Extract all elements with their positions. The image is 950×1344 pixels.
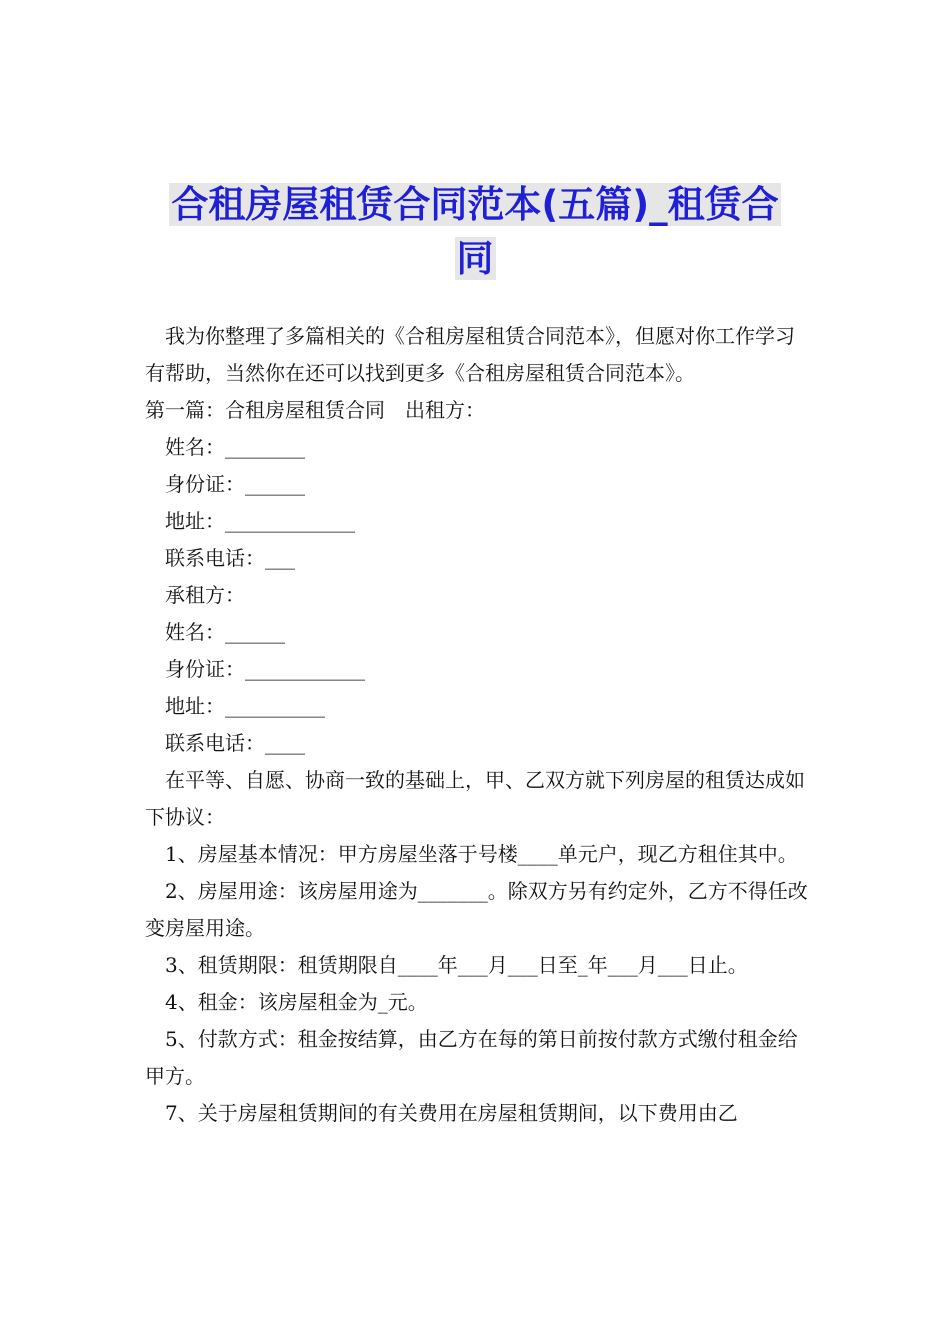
agreement-paragraph: 在平等、自愿、协商一致的基础上，甲、乙双方就下列房屋的租赁达成如下协议： [145, 768, 805, 829]
clause-1: 1、房屋基本情况：甲方房屋坐落于号楼____单元户，现乙方租住其中。 [165, 842, 798, 866]
document-title [110, 178, 840, 286]
lessee-name-field: 姓名：______ [165, 620, 285, 644]
lessee-id-field: 身份证：____________ [165, 657, 365, 681]
document-body [145, 318, 810, 1132]
clause-7: 7、关于房屋租赁期间的有关费用在房屋租赁期间，以下费用由乙 [165, 1101, 738, 1125]
title-line-1: 合租房屋租赁合同范本(五篇)_租赁合 [171, 183, 779, 226]
title-line-2: 同 [456, 237, 494, 280]
clause-5: 5、付款方式：租金按结算，由乙方在每的第日前按付款方式缴付租金给甲方。 [145, 1027, 798, 1088]
lessor-phone-field: 联系电话：___ [165, 546, 295, 570]
lessee-heading: 承租方： [165, 583, 245, 607]
clause-3: 3、租赁期限：租赁期限自____年___月___日至_年___月___日止。 [165, 953, 748, 977]
lessor-id-field: 身份证：______ [165, 472, 305, 496]
lessor-name-field: 姓名：________ [165, 435, 305, 459]
clause-4: 4、租金：该房屋租金为_元。 [165, 990, 428, 1014]
lessee-phone-field: 联系电话：____ [165, 731, 305, 755]
lessee-address-field: 地址：__________ [165, 694, 325, 718]
clause-2: 2、房屋用途：该房屋用途为_______。除双方另有约定外，乙方不得任改变房屋用途。 [145, 879, 808, 940]
lessor-address-field: 地址：_____________ [165, 509, 355, 533]
intro-paragraph: 我为你整理了多篇相关的《合租房屋租赁合同范本》，但愿对你工作学习有帮助，当然你在还可以找到更多《合租房屋租赁合同范本》。 [145, 324, 795, 385]
section-heading: 第一篇：合租房屋租赁合同 出租方： [145, 398, 485, 422]
